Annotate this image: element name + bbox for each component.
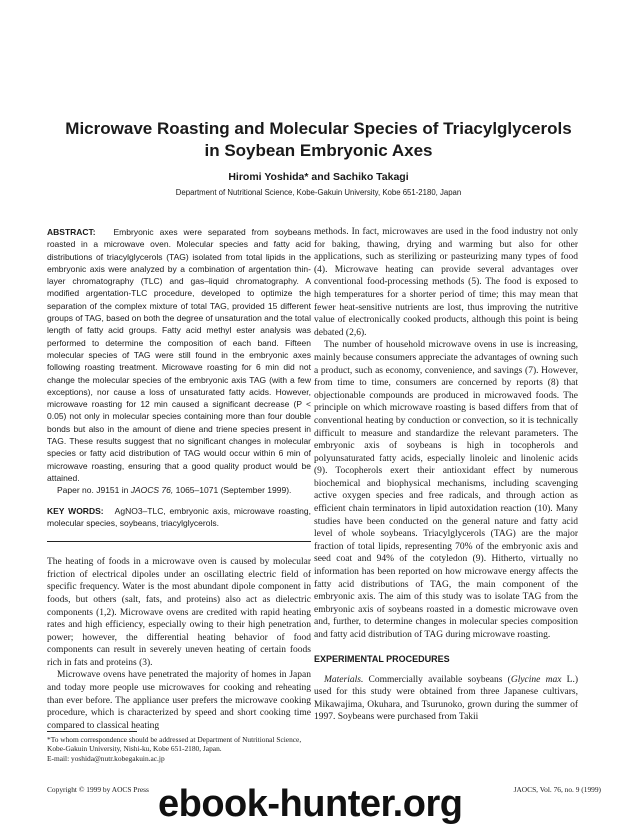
paragraph: methods. In fact, microwaves are used in the food industry not only for baking, thawing, drying and warming but also for other applications, such as sterilizing or pasteurizing many types of food (4). Microwave heating can provide several advantages over conventional food-processing methods (5). The food is exposed to high temperatures for a shorter period of time; this may mean that fewer heat-sensitive nutrients are lost, thus improving the nutritive value of electronically cooked products, although this point is being debated (2,6). [314,227,578,338]
keywords [47,505,311,530]
title-line-1: Microwave Roasting and Molecular Species of Triacylglycerols [65,119,572,138]
right-body-text [314,226,578,642]
affiliation: Department of Nutritional Science, Kobe-Gakuin University, Kobe 651-2180, Japan [175,188,462,197]
materials-text [314,674,578,724]
abstract-divider [47,541,311,542]
footnote-divider [47,731,137,732]
right-column [314,226,578,724]
title-line-2: in Soybean Embryonic Axes [204,141,433,160]
materials-lead: Materials. [324,674,364,685]
abstract-text: Embryonic axes were separated from soybeans roasted in a microwave oven. Molecular species and fatty acid distributions of triacylglycerols (TAG) isolated from total lipids in the embryonic axis were analyzed by a combination of argentation thin-layer chromatography (TLC) and gas–liquid chromatography. A modified argentation-TLC procedure, developed to optimize the separation of the complex mixture of total TAG, provided 15 different groups of TAG, based on both the degree of unsaturation and the total length of fatty acid groups. Fatty acid methyl ester analysis was performed to determine the composition of each band. Fifteen molecular species of TAG were still found in the embryonic axes following roasting treatment. Microwave roasting for 6 min did not change the molecular species of the embryonic axis TAG (with a few exceptions), nor cause a loss of unsaturated fatty acids. However, microwave roasting for 12 min caused a significant decrease (P < 0.05) not only in molecular species containing more than four double bonds but also in the amount of diene and triene species present in TAG. These results suggest that no significant changes in molecular species or fatty acid distribution of TAG would occur within 6 min of microwave roasting, ensuring that a good quality product would be attained. [47,227,312,483]
paper-number [47,484,311,496]
left-body-text [47,556,311,732]
footnote-email: E-mail: yoshida@nutr.kobegakuin.ac.jp [47,753,165,763]
abstract-lead: ABSTRACT: [47,227,96,237]
paragraph: The heating of foods in a microwave oven is caused by molecular friction of electrical dipoles under an oscillating electric field of specific frequency. Water is the most abundant dipole component in foods, but others (salt, fats, and proteins) also act as dielectric components (1,2). Microwave ovens are credited with rapid heating rates and high efficiency, especially owing to their high penetration power; however, the differential heating behavior of food components can result in severely uneven heating of certain foods rich in fats and proteins (3). [47,557,311,668]
watermark: ebook-hunter.org [158,783,463,825]
left-column [47,226,311,732]
keywords-lead: KEY WORDS: [47,505,104,516]
footnote-address: *To whom correspondence should be addressed at Department of Nutritional Science, Kobe-Gakuin University, Nishi-ku, Kobe 651-2180, Japan. [47,735,302,754]
paragraph: Microwave ovens have penetrated the majority of homes in Japan and today more people use microwaves for cooking and reheating than ever before. The appliance user prefers the microwave cooking procedure, which is characterized by speed and short cooking time compared to classical heating [47,670,311,731]
paragraph: The number of household microwave ovens in use is increasing, mainly because consumers appreciate the advantages of owning such a product, such as economy, convenience, and savings (7). However, from time to time, consumers are concerned by reports (8) that objectionable compounds are produced in microwaved foods. The principle on which microwave roasting is based differs from that of conventional heating by conduction or convection, so it is technically difficult to measure and standardize the relevant parameters. The embryonic axis of soybeans is high in tocopherols and polyunsaturated fatty acids, especially linoleic and linolenic acids (9). Tocopherols exert their antioxidant effect by numerous biochemical and biophysical mechanisms, including scavenging active oxygen species and free radicals, and through action as efficient chain terminators in lipid autoxidation reaction (10). Many studies have been conducted on the general nature and fatty acid level of whole soybeans. Triacylglycerols (TAG) are the major fraction of total lipids, representing 70% of the embryonic axis and seed coat and 94% of the cotyledon (9). Hitherto, virtually no information has been reported on how microwave energy affects the fatty acid distributions of TAG, the main component of the embryonic axis. The aim of this study was to isolate TAG from the embryonic axis of soybeans roasted in a domestic microwave oven and, further, to determine changes in molecular species composition and fatty acid distribution of TAG during microwave roasting. [314,340,578,640]
paper-number-prefix: Paper no. J9151 in [57,485,131,496]
authors: Hiromi Yoshida* and Sachiko Takagi [228,171,409,183]
journal-reference: JAOCS, Vol. 76, no. 9 (1999) [513,785,601,794]
copyright-line: Copyright © 1999 by AOCS Press [47,785,149,794]
materials-text-b: L.) used for this study were obtained from three Japanese cultivars, Mikawajima, Okuhara, and Tsurunoko, grown during the summer of 1997. Soybeans were purchased from Takii [314,674,579,723]
paragraph [314,674,578,724]
journal-name: JAOCS 76, [130,485,174,496]
section-heading: EXPERIMENTAL PROCEDURES [314,653,450,664]
paper-number-suffix: 1065–1071 (September 1999). [173,485,292,496]
materials-text-a: Commercially available soybeans ( [363,674,511,685]
correspondence-footnote [47,735,311,763]
keywords-text: AgNO3–TLC, embryonic axis, microwave roasting, molecular species, soybeans, triacylglycerols. [47,505,311,528]
species-name: Glycine max [510,674,562,685]
abstract [47,226,311,497]
article-title [40,118,597,162]
